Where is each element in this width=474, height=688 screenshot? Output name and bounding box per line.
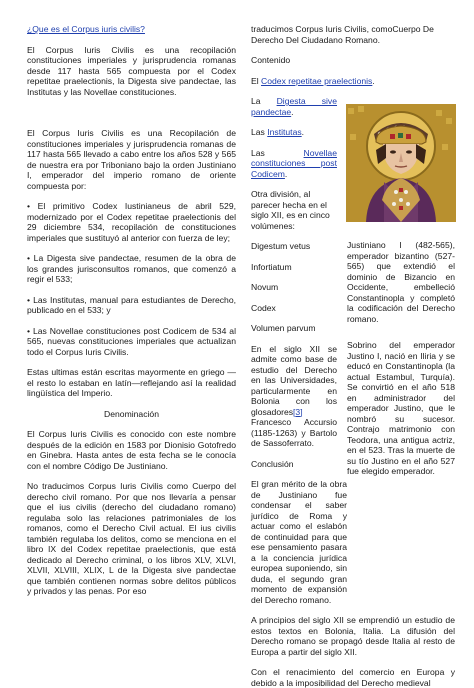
volume-item: Digestum vetus (251, 241, 311, 251)
paragraph: No traducimos Corpus Iuris Civilis como Cuerpo del derecho civil romano. Por que nos llevaría a pensar que el ius civilis (derecho del ciudadano romano) regulaba solo las relaciones patrimoniales de los romanos, como el Derecho Civil actual. El ius civilis también regulaba los delitos, como se menciona en el libro IX del Codex repetitae praelectionis, que está dedicado al Derecho criminal, o los libros XLV, XLVI, XLVII, XLVIII, XLIX, L de la Digesta sive pandectae que también contienen normas sobre delitos públicos y privados y las penas. Por eso (27, 481, 236, 596)
caption-text: Justiniano I (482-565), emperador bizantino (527-565) que extendió el dominio de Bizancio en Occidente, embelleció Constantinopla y completó la codificación del Derecho romano. (347, 240, 455, 324)
volume-item: Codex (251, 302, 276, 313)
reference-link[interactable]: [3] (293, 406, 303, 417)
biography-block (347, 340, 455, 477)
bullet-item: • La Digesta sive pandectae, resumen de la obra de los grandes jurisconsultos romanos, que comenzó a regir el 533; (27, 253, 236, 284)
subheading: Denominación (104, 408, 159, 419)
paragraph: Estas ultimas están escritas mayormente en griego —el resto lo estaban en latín—reflejando así la realidad lingüística del Imperio. (27, 367, 236, 398)
volume-item: Infortiatum (251, 261, 292, 272)
biography-text: Sobrino del emperador Justino I, nació en Iliria y se educó en Constantinopla (la actual Estambul, Turquía). Se convirtió en el año 518 en administrador del emperador Justino, que le nombró su sucesor. Contrajo matrimonio con Teodora, una antigua actriz, en el 523. Tras la muerte de su tío Justino en el año 527 fue elegido emperador. (347, 340, 455, 476)
novellae-link[interactable]: Novellae constituciones post Codicem (251, 147, 337, 179)
content-item: El Codex repetitae praelectionis. (251, 75, 375, 86)
section-title: Conclusión (251, 458, 294, 469)
institutas-link[interactable]: Institutas (267, 127, 302, 137)
bullet-item: • Las Institutas, manual para estudiantes de Derecho, publicado en el 533; y (27, 294, 236, 315)
digesta-link[interactable]: Digesta sive pandectae (251, 96, 338, 117)
paragraph: El gran mérito de la obra de Justiniano fue condensar el saber jurídico de Roma y actuar como el eslabón de continuidad para que ese pensamiento pasara a la conciencia jurídica europea suponiendo, sin duda, el segundo gran momento de expansión del Derecho romano. (251, 479, 347, 605)
paragraph: En el siglo XII se admite como base de estudio del Derecho en las Universidades, particularmente en Bolonia con los glosadores[3] Francesco Accursio (1185-1263) y Bartolo de Sassoferrato. (251, 343, 337, 448)
volume-item: Volumen parvum (251, 323, 316, 333)
content-item: La Digesta sive pandectae. (251, 96, 338, 117)
justinian-mosaic-image (346, 104, 456, 222)
paragraph: Con el renacimiento del comercio en Europa y debido a la imposibilidad del Derecho medieval (251, 667, 455, 688)
paragraph: traducimos Corpus Iuris Civilis, comoCuerpo De Derecho Del Ciudadano Romano. (251, 24, 434, 45)
bullet-item: • El primitivo Codex Iustinianeus de abril 529, modernizado por el Codex repetitae praelectionis del 29 diciembre 534, recopilación de constituciones imperiales que sustituyó al anterior con fuerza de ley; (27, 201, 236, 243)
codex-link[interactable]: Codex repetitae praelectionis (261, 75, 373, 86)
bullet-item: • Las Novellae constituciones post Codicem de 534 al 565, nuevas constituciones imperiales que actualizan todo el Corpus Iuris Civilis. (27, 325, 236, 357)
image-caption (347, 240, 455, 324)
heading-link[interactable]: ¿Que es el Corpus iuris civilis? (27, 24, 145, 34)
paragraph: Otra división, al parecer hecha en el siglo XII, es en cinco volúmenes: (251, 189, 330, 231)
left-column (27, 24, 236, 597)
paragraph: A principios del siglo XII se emprendió un estudio de estos textos en Bolonia, Italia. La difusión del Derecho romano se propagó desde Italia al resto de Europa a partir del siglo XII. (251, 615, 455, 657)
volume-item: Novum (251, 282, 279, 292)
content-item: Las Novellae constituciones post Codicem. (251, 147, 337, 179)
paragraph: El Corpus Iuris Civilis es una recopilación constituciones imperiales y jurisprudencia romanas desde 117 hasta 565 compuesta por el Codex repetitae praelectionis, la Digesta sive pandectae, las Institutas y las Novellae constituciones. (27, 44, 236, 97)
paragraph: El Corpus Iuris Civilis es conocido con este nombre después de la edición en 1583 por Dionisio Gotofredo en Ginebra. Hasta antes de esta fecha se le conocía con el nombre Código De Justiniano. (27, 429, 236, 471)
paragraph: El Corpus Iuris Civilis es una Recopilación de constituciones imperiales y jurisprudencia romanas de 117 hasta 565 llevado a cabo entre los años 528 y 565 de nuestra era por Triboniano bajo la orden Justiniano I, emperador del imperio romano de oriente compuesta por: (27, 128, 236, 191)
content-item: Las Institutas. (251, 127, 305, 137)
section-title: Contenido (251, 55, 291, 65)
